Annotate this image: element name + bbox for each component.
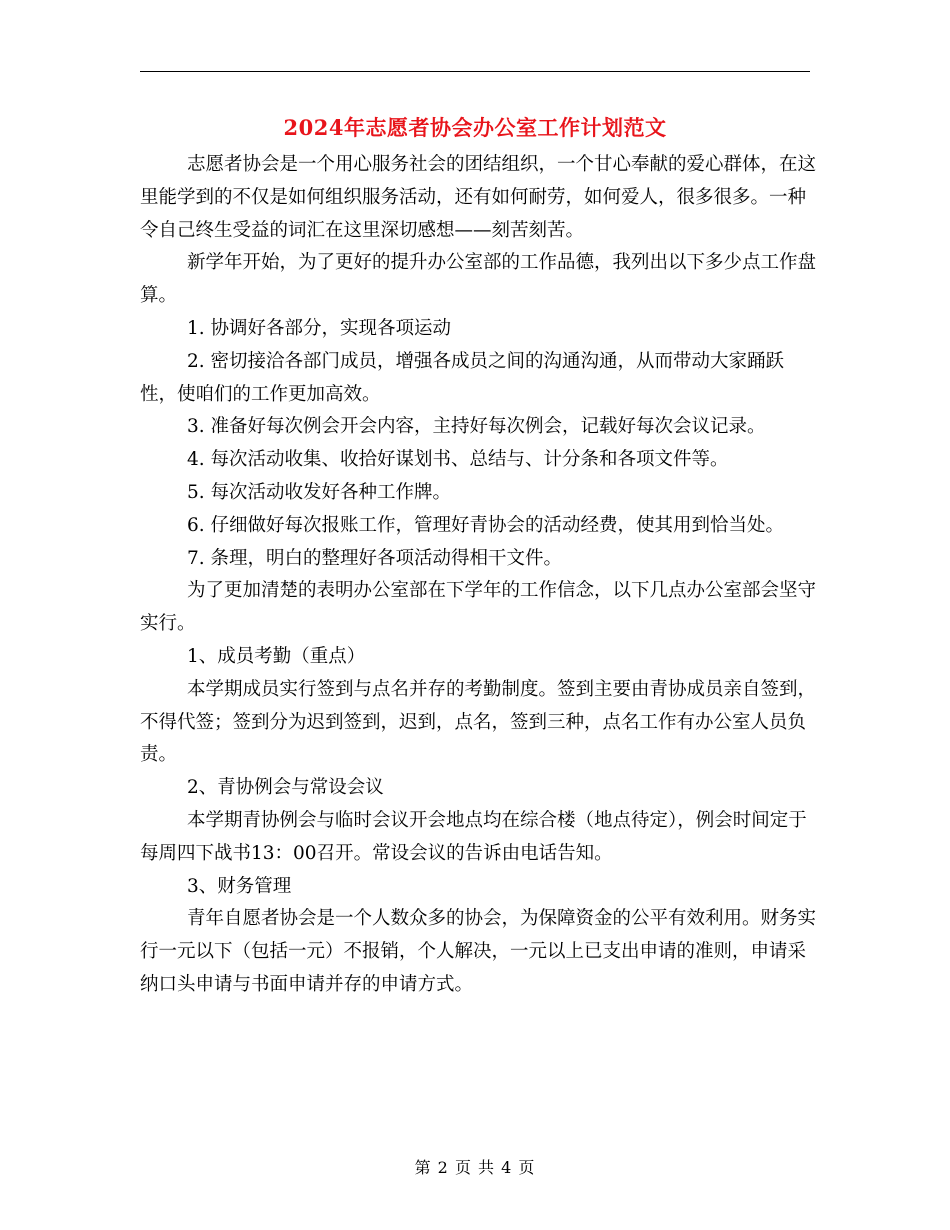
paragraph: 本学期成员实行签到与点名并存的考勤制度。签到主要由青协成员亲自签到，不得代签；签到分为迟到签到，迟到，点名，签到三种，点名工作有办公室人员负责。: [140, 678, 817, 766]
list-item: 2. 密切接洽各部门成员，增强各成员之间的沟通沟通，从而带动大家踊跃性，使咱们的工作更加高效。: [140, 350, 785, 405]
list-item: 3. 准备好每次例会开会内容，主持好每次例会，记载好每次会议记录。: [187, 416, 766, 438]
paragraph: 为了更加清楚的表明办公室部在下学年的工作信念，以下几点办公室部会坚守实行。: [140, 580, 817, 635]
section-heading: 2、青协例会与常设会议: [187, 777, 384, 799]
header-rule: [140, 71, 810, 72]
list-item: 1. 协调好各部分，实现各项运动: [187, 317, 452, 339]
page-number: 第 2 页 共 4 页: [414, 1158, 536, 1177]
list-item: 5. 每次活动收发好各种工作牌。: [187, 481, 452, 503]
document-title: 2024年志愿者协会办公室工作计划范文: [283, 115, 667, 140]
paragraph: 志愿者协会是一个用心服务社会的团结组织，一个甘心奉献的爱心群体，在这里能学到的不仅是如何组织服务活动，还有如何耐劳，如何爱人，很多很多。一种令自己终生受益的词汇在这里深切感想——刻苦刻苦。: [140, 154, 817, 241]
section-heading: 3、财务管理: [187, 875, 292, 897]
document-body: [140, 149, 820, 1002]
list-item: 6. 仔细做好每次报账工作，管理好青协会的活动经费，使其用到恰当处。: [187, 514, 785, 536]
section-heading: 1、成员考勤（重点）: [187, 645, 366, 667]
paragraph: 青年自愿者协会是一个人数众多的协会，为保障资金的公平有效利用。财务实行一元以下（包括一元）不报销，个人解决，一元以上已支出申请的准则，申请采纳口头申请与书面申请并存的申请方式。: [140, 908, 817, 995]
list-item: 4. 每次活动收集、收拾好谋划书、总结与、计分条和各项文件等。: [187, 449, 729, 471]
paragraph: 本学期青协例会与临时会议开会地点均在综合楼（地点待定），例会时间定于每周四下战书13：00召开。常设会议的告诉由电话告知。: [140, 809, 807, 864]
paragraph: 新学年开始，为了更好的提升办公室部的工作品德，我列出以下多少点工作盘算。: [140, 252, 817, 307]
list-item: 7. 条理，明白的整理好各项活动得相干文件。: [187, 547, 563, 569]
